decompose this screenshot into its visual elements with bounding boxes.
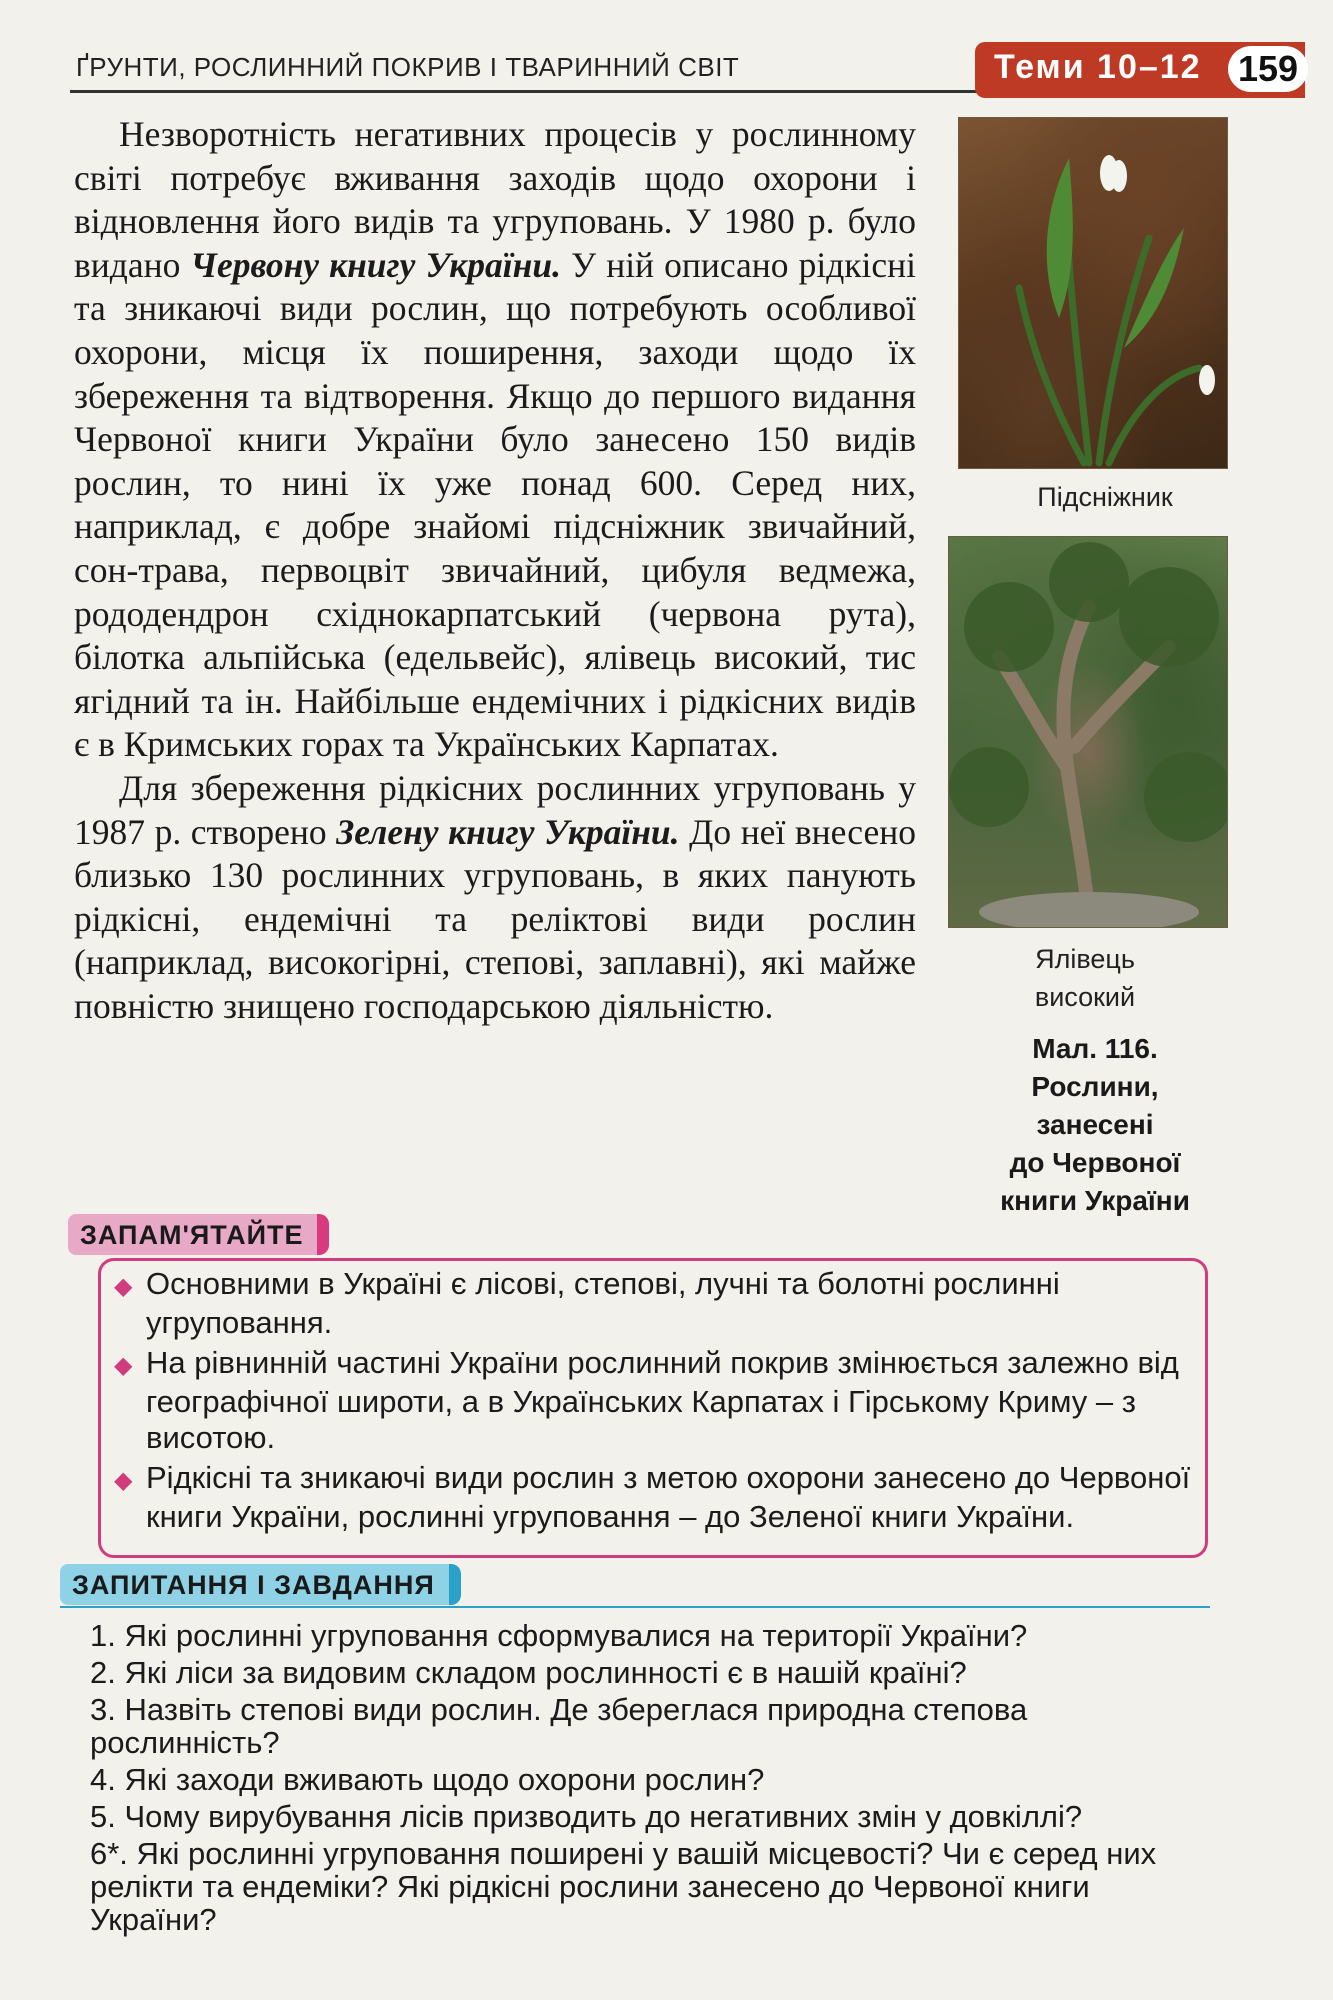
header-rule: [70, 90, 990, 93]
yew-caption-line: Ялівець: [1035, 944, 1135, 974]
term-green-book: Зелену книгу України.: [336, 811, 680, 852]
figure-title-line: до Червоної: [1009, 1147, 1181, 1178]
diamond-bullet-icon: ◆: [114, 1352, 133, 1379]
question-item: 6*. Які рослинні угруповання поширені у вашій місцевості? Чи є серед них релікти та ендеміки? Які рідкісні рослини занесено до Червоної книги України?: [90, 1836, 1157, 1937]
remember-item-text: Рідкісні та зникаючі види рослин з метою охорони занесено до Червоної книги України, рослинні угруповання – до Зеленої книги України.: [146, 1460, 1191, 1534]
snowdrop-caption: Підсніжник: [1037, 482, 1173, 512]
yew-caption-line: високий: [1034, 982, 1136, 1012]
questions-list: [90, 1619, 1210, 1940]
yew-photo: [948, 536, 1228, 928]
chapter-title: ҐРУНТИ, РОСЛИННИЙ ПОКРИВ І ТВАРИННИЙ СВІТ: [76, 52, 740, 82]
questions-label: ЗАПИТАННЯ І ЗАВДАННЯ: [60, 1564, 449, 1605]
question-item: 1. Які рослинні угруповання сформувалися на території України?: [90, 1618, 1028, 1653]
remember-item: [114, 1266, 1194, 1341]
diamond-bullet-icon: ◆: [114, 1273, 133, 1300]
questions-rule: [60, 1606, 1210, 1608]
diamond-bullet-icon: ◆: [114, 1467, 133, 1494]
question-item: 5. Чому вирубування лісів призводить до негативних змін у довкіллі?: [90, 1799, 1083, 1834]
figure-title-line: Рослини,: [1031, 1071, 1159, 1102]
topics-label: Теми 10–12: [994, 48, 1202, 86]
remember-label: ЗАПАМ'ЯТАЙТЕ: [68, 1214, 317, 1255]
figure-title-line: занесені: [1036, 1109, 1154, 1140]
question-item: 3. Назвіть степові види рослин. Де збереглася природна степова рослинність?: [90, 1692, 1028, 1760]
remember-list: [114, 1266, 1194, 1539]
text-segment: У ній описано рідкісні та зникаючі види рослин, що потребують особливої охорони, місця їх поширення, заходи щодо їх збереження та відтворення. Якщо до першого видання Червоної книги України було занесено 150 видів рослин, то нині їх уже понад 600. Серед них, наприклад, є добре знайомі підсніжник звичайний, сон-трава, первоцвіт звичайний, цибуля ведмежа, рододендрон східнокарпатський (червона рута), білотка альпійська (едельвейс), ялівець високий, тис ягідний та ін. Найбільше ендемічних і рідкісних видів є в Кримських горах та Українських Карпатах.: [74, 244, 917, 765]
page-number: 159: [1228, 46, 1308, 92]
figure-caption: [960, 1030, 1230, 1220]
question-item: 2. Які ліси за видовим складом рослинності є в нашій країні?: [90, 1655, 967, 1690]
figure-number: Мал. 116.: [1032, 1033, 1158, 1064]
yew-illustration: [949, 537, 1227, 927]
text-segment: Незворотність негативних процесів у рослинному світі потребує вживання заходів щодо охорони і відновлення його видів та угруповань. У 1980 р. було видано: [74, 114, 916, 285]
snowdrop-illustration: [959, 118, 1227, 468]
paragraph-green-book: [74, 767, 916, 1029]
remember-item: [114, 1460, 1194, 1535]
yew-caption: [990, 940, 1180, 1016]
remember-item-text: На рівнинній частині України рослинний покрив змінюється залежно від географічної широти, а в Українських Карпатах і Гірському Криму – з висотою.: [146, 1345, 1179, 1455]
term-red-book: Червону книгу України.: [190, 244, 561, 285]
paragraph-red-book: [74, 113, 916, 767]
text-segment: Для збереження рідкісних рослинних угруповань у 1987 р. створено: [74, 767, 916, 852]
text-segment: До неї внесено близько 130 рослинних угруповань, в яких панують рідкісні, ендемічні та реліктові види рослин (наприклад, високогірні, степові, заплавні), які майже повністю знищено господарською діяльністю.: [74, 811, 916, 1026]
main-text: [74, 113, 916, 1028]
figure-title-line: книги України: [1000, 1185, 1190, 1216]
snowdrop-photo: [958, 117, 1228, 469]
remember-item-text: Основними в Україні є лісові, степові, лучні та болотні рослинні угруповання.: [146, 1266, 1060, 1340]
question-item: 4. Які заходи вживають щодо охорони рослин?: [90, 1762, 765, 1797]
remember-item: [114, 1345, 1194, 1456]
